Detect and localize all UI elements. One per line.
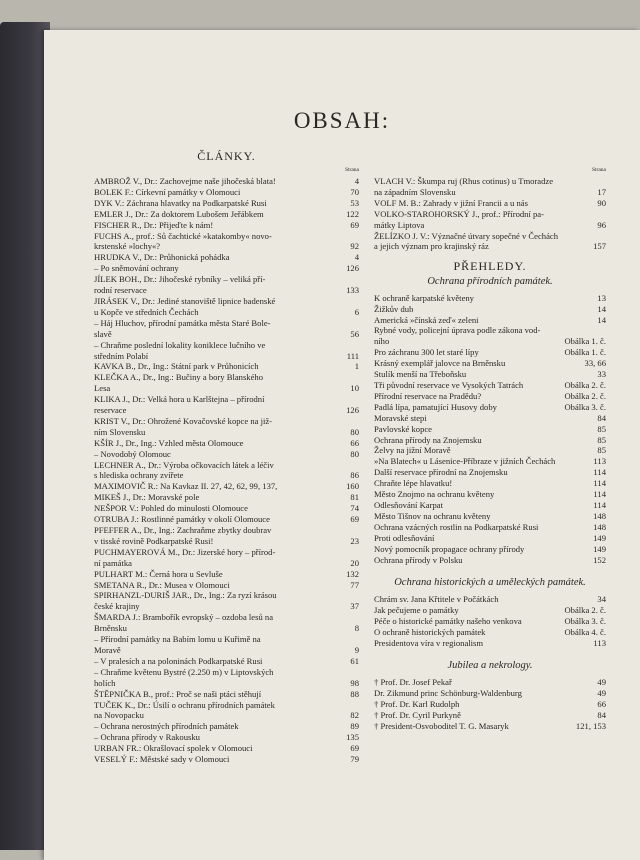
toc-entry <box>94 361 359 372</box>
toc-entry-page: 114 <box>593 489 606 500</box>
toc-entry-text: Ochrana přírody na Znojemsku <box>374 434 482 445</box>
toc-entry-page: Obálka 1. č. <box>564 347 606 358</box>
toc-entry <box>374 231 606 242</box>
jubilea-heading: Jubilea a nekrology. <box>447 660 533 672</box>
toc-entry <box>374 699 606 710</box>
toc-entry <box>94 623 359 634</box>
toc-entry <box>94 732 359 743</box>
toc-entry-text: LECHNER A., Dr.: Výroba očkovacích látek a léčiv <box>94 459 274 470</box>
toc-entry-text: VOLKO-STAROHORSKÝ J., prof.: Přírodní pa- <box>374 208 544 219</box>
toc-entry-text: na západním Slovensku <box>374 186 456 197</box>
toc-entry <box>94 449 359 460</box>
toc-entry <box>94 700 359 711</box>
toc-entry-text: KRIST V., Dr.: Ohrožené Kovačovské kopce na již- <box>94 415 273 426</box>
toc-entry-page: Obálka 1. č. <box>564 336 606 347</box>
toc-entry-text: – Háj Hluchov, přírodní památka města Staré Bole- <box>94 317 271 328</box>
toc-entry-text: FISCHER R., Dr.: Přijeďte k nám! <box>94 219 214 230</box>
toc-entry-page: 157 <box>593 241 606 252</box>
toc-entry-text: ŠTĚPNIČKA B., prof.: Proč se naši ptáci stěhují <box>94 688 262 699</box>
toc-entry-text: Želvy na jižní Moravě <box>374 445 451 456</box>
toc-entry-text: Jak pečujeme o památky <box>374 604 459 615</box>
toc-entry-text: rodní reservace <box>94 285 147 296</box>
toc-entry <box>374 627 606 638</box>
toc-entry-text: středním Polabí <box>94 350 149 361</box>
toc-entry-page: 111 <box>346 350 359 361</box>
toc-entry <box>374 500 606 511</box>
toc-entry-page: 9 <box>354 644 359 655</box>
toc-entry <box>94 601 359 612</box>
toc-entry <box>374 358 606 369</box>
toc-entry <box>374 544 606 555</box>
toc-entry-page: 133 <box>346 285 359 296</box>
toc-entry <box>374 391 606 402</box>
toc-entry <box>374 176 606 187</box>
toc-entry-page: Obálka 4. č. <box>564 626 606 637</box>
toc-entry <box>374 721 606 732</box>
toc-entry-text: JIRÁSEK V., Dr.: Jediné stanoviště lipnice badenské <box>94 295 276 306</box>
toc-entry-page: 98 <box>350 677 359 688</box>
toc-entry-text: ŽELÍZKO J. V.: Význačné útvary sopečné v Čechách <box>374 230 558 241</box>
toc-entry <box>94 525 359 536</box>
toc-entry <box>94 536 359 547</box>
toc-entry-text: Presidentova víra v regionalism <box>374 637 484 648</box>
toc-entry-page: 89 <box>350 721 359 732</box>
toc-entry-text: – V pralesích a na poloninách Podkarpatské Rusi <box>94 655 263 666</box>
toc-entry <box>94 285 359 296</box>
toc-entry <box>374 533 606 544</box>
toc-entry-page: 13 <box>597 292 606 303</box>
historic-protection-list <box>374 594 606 649</box>
toc-entry-text: Pro záchranu 300 let staré lípy <box>374 347 479 358</box>
toc-entry-text: DYK V.: Záchrana hlavatky na Podkarpatské Rusi <box>94 197 267 208</box>
toc-entry-text: mátky Liptova <box>374 219 425 230</box>
toc-entry-page: 17 <box>597 186 606 197</box>
toc-entry <box>94 612 359 623</box>
toc-entry <box>94 383 359 394</box>
toc-entry-page: 92 <box>350 241 359 252</box>
toc-entry <box>94 351 359 362</box>
toc-entry-page: 85 <box>597 423 606 434</box>
toc-entry-text: Lesa <box>94 383 111 394</box>
toc-entry <box>94 580 359 591</box>
toc-entry-page: 14 <box>597 303 606 314</box>
toc-entry-text: Padlá lípa, pamatující Husovy doby <box>374 401 497 412</box>
toc-entry <box>94 372 359 383</box>
left-column <box>94 151 359 765</box>
toc-entry-text: Město Znojmo na ochranu květeny <box>374 489 495 500</box>
toc-entry <box>94 340 359 351</box>
toc-entry <box>94 427 359 438</box>
toc-entry-page: 80 <box>350 426 359 437</box>
toc-entry <box>94 296 359 307</box>
right-column <box>374 151 606 731</box>
toc-entry-page: 148 <box>593 510 606 521</box>
toc-entry-text: MIKEŠ J., Dr.: Moravské pole <box>94 492 200 503</box>
toc-entry <box>94 492 359 503</box>
toc-entry <box>374 293 606 304</box>
toc-entry <box>374 555 606 566</box>
toc-entry-text: Krásný exemplář jalovce na Brněnsku <box>374 358 506 369</box>
toc-entry-text: krstenské »lochy«? <box>94 241 161 252</box>
toc-entry-text: MAXIMOVIČ R.: Na Kavkaz II. 27, 42, 62, 99, 137, <box>94 481 278 492</box>
toc-entry-page: 1 <box>354 361 359 372</box>
book-cover-edge <box>0 22 50 850</box>
toc-entry-text: VESELÝ F.: Městské sady v Olomouci <box>94 754 230 765</box>
toc-entry-text: Americká »čínská zeď« zeleni <box>374 314 479 325</box>
toc-entry-page: 90 <box>597 197 606 208</box>
toc-entry-page: 69 <box>350 219 359 230</box>
toc-entry-text: – Ochrana nerostných přírodních památek <box>94 721 239 732</box>
toc-entry-page: 149 <box>593 543 606 554</box>
toc-entry-text: slavě <box>94 328 112 339</box>
page-title: OBSAH: <box>293 108 391 133</box>
toc-entry-text: SMETANA R., Dr.: Musea v Olomouci <box>94 579 230 590</box>
toc-entry-text: – Chraňme květenu Bystré (2.250 m) v Liptovských <box>94 666 274 677</box>
toc-entry-text: BOLEK F.: Církevní památky v Olomouci <box>94 186 241 197</box>
toc-entry-page: 56 <box>350 328 359 339</box>
articles-list <box>94 176 359 765</box>
toc-entry <box>94 241 359 252</box>
toc-entry-page: 122 <box>346 208 359 219</box>
strana-label-left: Strana <box>344 167 359 173</box>
toc-entry-text: na Novopacku <box>94 710 144 721</box>
toc-entry-text: u Kopče ve středních Čechách <box>94 306 199 317</box>
toc-entry-text: KAVKA B., Dr., Ing.: Státní park v Průhonicích <box>94 361 259 372</box>
toc-entry-text: Tři původní reservace ve Vysokých Tatrách <box>374 380 524 390</box>
toc-entry-text: KLIKA J., Dr.: Velká hora u Karlštejna – přírodní <box>94 394 265 405</box>
toc-entry-page: 74 <box>350 503 359 514</box>
toc-entry <box>94 209 359 220</box>
toc-entry-text: »Na Blatech« u Lásenice-Příbraze v jižních Čechách <box>374 456 556 467</box>
toc-entry <box>374 594 606 605</box>
toc-entry <box>94 460 359 471</box>
toc-entry-text: a jejich význam pro krajinský ráz <box>374 241 489 252</box>
toc-entry-page: Obálka 2. č. <box>564 380 606 390</box>
toc-entry-text: PULHART M.: Černá hora u Sevluše <box>94 568 223 579</box>
historic-protection-heading: Ochrana historických a uměleckých památek. <box>394 577 586 589</box>
toc-entry-page: Obálka 2. č. <box>564 390 606 401</box>
toc-entry <box>94 678 359 689</box>
toc-entry-text: TUČEK K., Dr.: Úsilí o ochranu přírodních památek <box>94 699 275 710</box>
toc-entry <box>94 569 359 580</box>
toc-entry <box>94 263 359 274</box>
toc-entry <box>374 605 606 616</box>
toc-entry-page: 149 <box>593 532 606 543</box>
toc-entry-text: † Prof. Dr. Cyril Purkyně <box>374 709 461 720</box>
toc-entry-text: Péče o historické památky našeho venkova <box>374 615 522 626</box>
toc-entry-text: Nový pomocník propagace ochrany přírody <box>374 543 525 554</box>
toc-entry <box>94 198 359 209</box>
toc-entry-text: VOLF M. B.: Zahrady v jižní Francii a u nás <box>374 197 528 208</box>
toc-entry <box>94 558 359 569</box>
toc-entry <box>374 241 606 252</box>
toc-entry-text: Město Tišnov na ochranu květeny <box>374 510 491 521</box>
toc-entry-text: reservace <box>94 405 127 416</box>
toc-entry <box>94 470 359 481</box>
toc-entry-text: FUCHS A., prof.: Sů čachtické »katakomby« novo- <box>94 230 272 241</box>
toc-entry <box>94 721 359 732</box>
toc-entry-text: EMLER J., Dr.: Za doktorem Lubošem Jeřábkem <box>94 208 264 219</box>
prehledy-heading: PŘEHLEDY. <box>453 259 527 274</box>
toc-entry <box>374 688 606 699</box>
toc-entry-page: 81 <box>350 492 359 503</box>
toc-entry-page: 84 <box>597 709 606 720</box>
toc-entry-text: Ochrana přírody v Polsku <box>374 554 463 565</box>
toc-entry-text: Další reservace přírodní na Znojemsku <box>374 467 508 478</box>
toc-entry-text: Ochrana vzácných rostlin na Podkarpatské Rusi <box>374 521 539 532</box>
toc-entry <box>94 329 359 340</box>
toc-entry-page: 88 <box>350 688 359 699</box>
toc-entry-text: URBAN FR.: Okrašlovací spolek v Olomouci <box>94 743 253 754</box>
toc-entry <box>94 231 359 242</box>
toc-entry <box>94 318 359 329</box>
toc-entry-page: 69 <box>350 743 359 754</box>
toc-entry-text: s hlediska ochrany zvířete <box>94 470 184 481</box>
toc-entry-text: ŠMARDA J.: Brambořík evropský – ozdoba lesů na <box>94 612 274 623</box>
toc-entry-text: NEŠPOR V.: Pohled do minulosti Olomouce <box>94 503 248 514</box>
toc-entry-page: 85 <box>597 434 606 445</box>
toc-entry-page: 33 <box>597 369 606 380</box>
toc-entry-text: OTRUBA J.: Rostlinné památky v okolí Olomouce <box>94 514 270 525</box>
toc-entry-text: Proti odlesňování <box>374 532 435 543</box>
toc-entry-page: 70 <box>350 186 359 197</box>
toc-entry-text: – Chraňme poslední lokality koniklece lučního ve <box>94 339 266 350</box>
toc-entry <box>374 489 606 500</box>
toc-entry-page: Obálka 3. č. <box>564 401 606 412</box>
toc-entry <box>94 405 359 416</box>
toc-entry-text: Chrám sv. Jana Křtitele v Počátkách <box>374 593 499 604</box>
toc-entry <box>374 710 606 721</box>
toc-entry-text: Odlesňování Karpat <box>374 499 443 510</box>
toc-entry-text: Moravě <box>94 644 121 655</box>
toc-entry-text: Dr. Zikmund princ Schönburg-Waldenburg <box>374 687 522 698</box>
toc-entry-text: ního <box>374 336 390 347</box>
toc-entry <box>94 481 359 492</box>
toc-entry-text: Chraňte lépe hlavatku! <box>374 478 453 489</box>
toc-entry-text: Pavlovské kopce <box>374 423 432 434</box>
toc-entry <box>94 710 359 721</box>
toc-entry-page: 37 <box>350 601 359 612</box>
toc-entry <box>94 514 359 525</box>
toc-entry-page: 8 <box>354 623 359 634</box>
toc-entry <box>94 307 359 318</box>
toc-entry <box>94 645 359 656</box>
toc-entry-page: 84 <box>597 412 606 423</box>
toc-entry <box>374 677 606 688</box>
toc-entry <box>374 380 606 391</box>
toc-entry-page: 69 <box>350 514 359 525</box>
toc-entry-text: české krajiny <box>94 601 140 612</box>
strana-label-right: Strana <box>591 167 606 173</box>
toc-entry-page: 49 <box>597 676 606 687</box>
toc-entry <box>374 347 606 358</box>
toc-entry-text: Stulík menší na Třeboňsku <box>374 369 467 380</box>
toc-entry-text: † President-Osvoboditel T. G. Masaryk <box>374 720 509 731</box>
toc-entry <box>94 547 359 558</box>
nature-protection-heading: Ochrana přírodních památek. <box>427 276 553 288</box>
toc-entry-text: holích <box>94 677 116 688</box>
toc-entry <box>374 187 606 198</box>
toc-entry-page: 85 <box>597 445 606 456</box>
toc-entry-text: HRUDKA V., Dr.: Průhonická pohádka <box>94 252 230 263</box>
toc-entry-text: O ochraně historických památek <box>374 626 486 637</box>
toc-entry-text: – Ochrana přírody v Rakousku <box>94 732 200 743</box>
toc-entry <box>374 467 606 478</box>
toc-entry-page: 135 <box>346 732 359 743</box>
toc-entry-text: ním Slovensku <box>94 426 146 437</box>
toc-entry-page: 114 <box>593 499 606 510</box>
toc-entry-page: 53 <box>350 197 359 208</box>
articles-heading: ČLÁNKY. <box>197 149 256 163</box>
toc-entry-text: VLACH V.: Škumpa ruj (Rhus cotinus) u Tmoradze <box>374 176 554 186</box>
jubilea-list <box>374 677 606 732</box>
toc-entry-page: 34 <box>597 593 606 604</box>
toc-entry-page: 132 <box>346 568 359 579</box>
toc-entry <box>374 315 606 326</box>
toc-entry <box>374 638 606 649</box>
toc-entry <box>374 325 606 336</box>
toc-entry <box>94 754 359 765</box>
toc-entry <box>374 445 606 456</box>
toc-entry-text: † Prof. Dr. Karl Rudolph <box>374 698 460 709</box>
toc-entry-text: PFEFFER A., Dr., Ing.: Zachraňme zbytky doubrav <box>94 525 272 535</box>
toc-entry <box>94 689 359 700</box>
toc-entry <box>374 198 606 209</box>
toc-entry-text: Brněnsku <box>94 623 127 634</box>
toc-entry-page: 113 <box>593 456 606 467</box>
toc-entry-text: Moravské stepi <box>374 412 427 423</box>
toc-entry-page: 114 <box>593 478 606 489</box>
toc-entry-page: 4 <box>354 176 359 186</box>
toc-entry <box>374 413 606 424</box>
toc-entry-page: 82 <box>350 710 359 721</box>
toc-entry-page: 6 <box>354 306 359 317</box>
toc-entry-page: 114 <box>593 467 606 478</box>
toc-entry-page: 148 <box>593 521 606 532</box>
toc-entry-page: 126 <box>346 405 359 416</box>
toc-entry-page: 96 <box>597 219 606 230</box>
toc-entry-text: – Po sněmování ochrany <box>94 263 179 274</box>
articles-list-continued <box>374 176 606 252</box>
toc-entry-text: v tisské rovině Podkarpatské Rusi! <box>94 535 214 546</box>
toc-entry <box>374 522 606 533</box>
toc-entry-text: KŠÍR J., Dr., Ing.: Vzhled města Olomouce <box>94 437 244 448</box>
toc-entry <box>374 456 606 467</box>
toc-entry <box>94 667 359 678</box>
toc-entry-page: Obálka 2. č. <box>564 604 606 615</box>
toc-entry-page: 79 <box>350 754 359 765</box>
toc-entry <box>374 435 606 446</box>
toc-entry-text: JÍLEK BOH., Dr.: Jihočeské rybníky – veliká pří- <box>94 274 266 285</box>
toc-entry-page: 23 <box>350 535 359 546</box>
toc-entry <box>94 220 359 231</box>
toc-entry <box>374 220 606 231</box>
toc-entry <box>94 503 359 514</box>
toc-entry <box>94 274 359 285</box>
toc-entry-page: Obálka 3. č. <box>564 615 606 626</box>
toc-entry-text: – Novodobý Olomouc <box>94 448 171 459</box>
toc-entry-text: AMBROŽ V., Dr.: Zachovejme naše jihočeská blata! <box>94 176 276 186</box>
toc-entry-page: 152 <box>593 554 606 565</box>
toc-entry <box>94 394 359 405</box>
toc-entry-text: Přírodní reservace na Pradědu? <box>374 390 482 401</box>
toc-entry <box>94 656 359 667</box>
toc-entry-text: KLEČKA A., Dr., Ing.: Bučiny a bory Blanského <box>94 372 263 383</box>
toc-entry-page: 66 <box>350 437 359 448</box>
toc-entry-page: 77 <box>350 579 359 590</box>
toc-entry-page: 66 <box>597 698 606 709</box>
toc-entry <box>94 743 359 754</box>
toc-entry <box>374 369 606 380</box>
toc-entry-page: 160 <box>346 481 359 492</box>
toc-entry <box>94 590 359 601</box>
book-page <box>44 30 640 860</box>
toc-entry <box>374 424 606 435</box>
toc-entry <box>374 336 606 347</box>
toc-entry <box>94 176 359 187</box>
nature-protection-list <box>374 293 606 566</box>
toc-entry <box>94 634 359 645</box>
toc-entry <box>374 402 606 413</box>
toc-entry-text: Rybné vody, policejní úprava podle zákona vod- <box>374 325 541 336</box>
toc-entry-page: 86 <box>350 470 359 481</box>
toc-entry <box>94 416 359 427</box>
toc-entry-text: PUCHMAYEROVÁ M., Dr.: Jizerské hory – přírod- <box>94 546 276 557</box>
toc-entry <box>374 304 606 315</box>
toc-entry <box>94 438 359 449</box>
toc-entry <box>374 616 606 627</box>
toc-entry-page: 49 <box>597 687 606 698</box>
toc-entry-text: SPIRHANZL-DURIŠ JAR., Dr., Ing.: Za ryzí krásou <box>94 590 277 601</box>
toc-entry-text: – Přírodní památky na Babím lomu u Kuřimě na <box>94 634 261 645</box>
toc-entry <box>94 252 359 263</box>
toc-entry-page: 20 <box>350 557 359 568</box>
toc-entry-text: ní památka <box>94 557 132 568</box>
toc-entry <box>374 478 606 489</box>
toc-entry-page: 14 <box>597 314 606 325</box>
toc-entry-text: Žižkův dub <box>374 303 414 314</box>
toc-entry <box>374 209 606 220</box>
toc-entry-page: 121, 153 <box>575 720 606 731</box>
toc-entry-page: 61 <box>350 655 359 666</box>
toc-entry-page: 10 <box>350 383 359 394</box>
toc-entry-page: 33, 66 <box>584 358 606 369</box>
toc-entry-page: 80 <box>350 448 359 459</box>
toc-entry-text: † Prof. Dr. Josef Pekař <box>374 676 452 687</box>
toc-entry <box>94 187 359 198</box>
toc-entry-page: 126 <box>346 263 359 274</box>
toc-entry-text: K ochraně karpatské květeny <box>374 292 474 303</box>
toc-entry <box>374 511 606 522</box>
toc-entry-page: 113 <box>593 637 606 648</box>
toc-entry-page: 4 <box>354 252 359 263</box>
